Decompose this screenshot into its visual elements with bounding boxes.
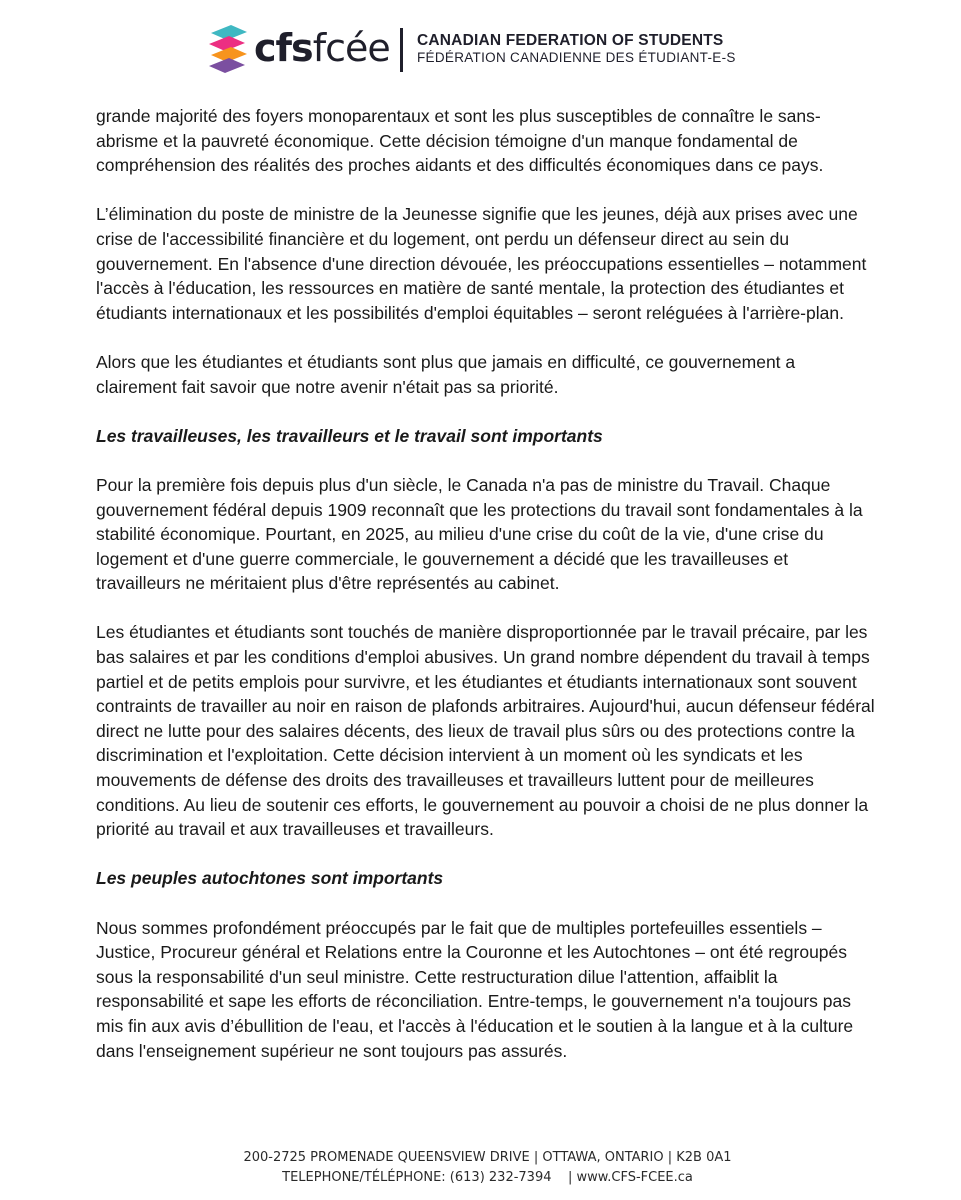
paragraph-youth-minister: L’élimination du poste de ministre de la Jeunesse signifie que les jeunes, déjà aux prises avec une crise de l'accessibilité financière et du logement, ont perdu un défenseur direct au sein du gouvernement. En l'absence d'une direction dévouée, les préoccupations essentielles – notamment l'accès à l'éducation, les ressources en matière de santé mentale, la protection des étudiantes et étudiants internationaux et les possibilités d'emploi équitables – seront reléguées à l'arrière-plan. xyxy=(96,204,867,323)
wordmark-fcee: fcée xyxy=(312,26,390,70)
heading-labour: Les travailleuses, les travailleurs et le travail sont importants xyxy=(96,425,603,446)
letterhead-footer xyxy=(0,1148,961,1188)
paragraph-caregivers: grande majorité des foyers monoparentaux et sont les plus susceptibles de connaître le sans-abrisme et la pauvreté économique. Cette décision témoigne d'un manque fondamental de compréhension des réalités des proches aidants et des difficultés économiques dans ce pays. xyxy=(96,106,824,176)
footer-address: 200-2725 PROMENADE QUEENSVIEW DRIVE | OTTAWA, ONTARIO | K2B 0A1 xyxy=(243,1150,732,1165)
org-name-english: CANADIAN FEDERATION OF STUDENTS xyxy=(417,32,724,49)
paragraph-labour-minister: Pour la première fois depuis plus d'un siècle, le Canada n'a pas de ministre du Travail. Chaque gouvernement fédéral depuis 1909 reconnaît que les protections du travail sont fondamentales à la stabilité économique. Pourtant, en 2025, au milieu d'une crise du coût de la vie, d'une crise du logement et d'une guerre commerciale, le gouvernement a décidé que les travailleuses et travailleurs ne méritaient plus d'être représentés au cabinet. xyxy=(96,474,863,594)
cfs-wordmark xyxy=(254,26,390,70)
heading-indigenous: Les peuples autochtones sont importants xyxy=(96,868,444,889)
org-name-french: FÉDÉRATION CANADIENNE DES ÉTUDIANT-E-S xyxy=(417,50,736,65)
paragraph-indigenous-portfolios: Nous sommes profondément préoccupés par le fait que de multiples portefeuilles essentiels – Justice, Procureur général et Relations entre la Couronne et les Autochtones – ont été regroupés sous la responsabilité d'un seul ministre. Cette restructuration dilue l'attention, affaiblit la responsabilité et sape les efforts de réconciliation. Entre-temps, le gouvernement n'a toujours pas mis fin aux avis d’ébullition de l'eau, et l'accès à l'éducation et le soutien à la langue et à la culture dans l'enseignement supérieur ne sont toujours pas assurés. xyxy=(96,917,854,1061)
letterhead xyxy=(0,0,961,100)
paragraph-students-priority: Alors que les étudiantes et étudiants sont plus que jamais en difficulté, ce gouvernement a clairement fait savoir que notre avenir n'était pas sa priorité. xyxy=(96,351,796,397)
footer-contact: TELEPHONE/TÉLÉPHONE: (613) 232-7394 | www.CFS-FCEE.ca xyxy=(282,1170,693,1185)
letter-body xyxy=(96,104,876,1088)
cfs-logo-mark-icon xyxy=(207,24,249,74)
paragraph-precarious-work: Les étudiantes et étudiants sont touchés de manière disproportionnée par le travail précaire, par les bas salaires et par les conditions d'emploi abusives. Un grand nombre dépendent du travail à temps partiel et de petits emplois pour survivre, et les étudiantes et étudiants internationaux sont souvent contraints de travailler au noir en raison de plafonds arbitraires. Aujourd'hui, aucun défenseur fédéral direct ne lutte pour des salaires décents, des lieux de travail plus sûrs ou des protections contre la discrimination et l'exploitation. Cette décision intervient à un moment où les syndicats et les mouvements de défense des droits des travailleuses et travailleurs luttent pour de meilleures conditions. Au lieu de soutenir ces efforts, le gouvernement au pouvoir a choisi de ne plus donner la priorité au travail et aux travailleuses et travailleurs. xyxy=(96,622,875,840)
wordmark-cfs: cfs xyxy=(254,26,313,70)
header-divider xyxy=(400,28,403,72)
